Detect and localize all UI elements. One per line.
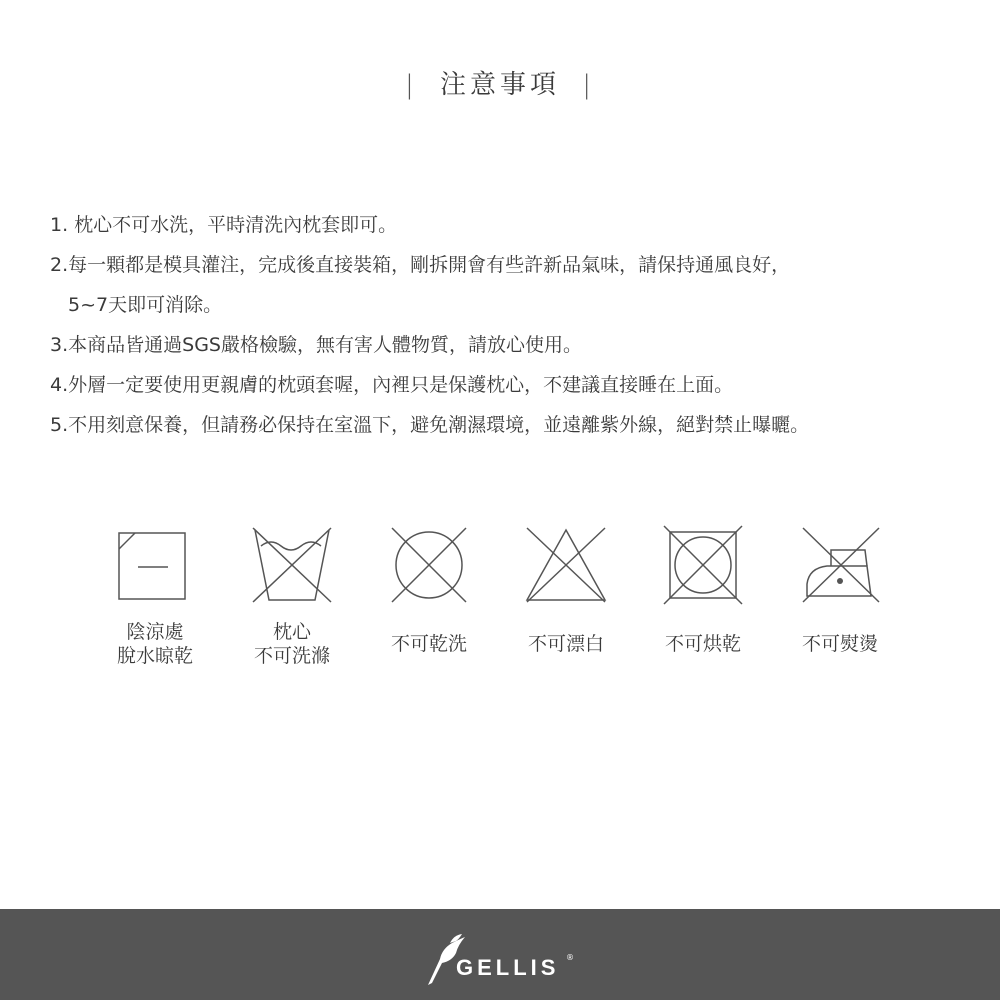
- care-notes-list: [50, 205, 980, 445]
- note-item-4: 4.外層一定要使用更親膚的枕頭套喔，內裡只是保護枕心，不建議直接睡在上面。: [50, 374, 734, 396]
- title-left-bar: |: [404, 70, 418, 100]
- dry-flat-in-shade-icon: [110, 524, 200, 606]
- do-not-wash-icon: [247, 524, 337, 606]
- do-not-bleach-icon: [521, 524, 611, 606]
- care-label-no-tumble-dry: 不可烘乾: [664, 633, 741, 655]
- care-label-dry-shade: 陰涼處 脫水晾乾: [116, 621, 193, 667]
- care-symbol-dry-shade: [110, 524, 200, 668]
- care-symbols-row: [110, 524, 910, 684]
- do-not-iron-icon: [795, 524, 885, 606]
- care-label-no-dry-clean: 不可乾洗: [390, 633, 467, 655]
- brand-name: GELLIS: [456, 955, 560, 980]
- care-symbol-no-tumble-dry: [658, 524, 748, 656]
- care-label-no-bleach: 不可漂白: [527, 633, 604, 655]
- care-symbol-no-iron: [795, 524, 885, 656]
- title-right-bar: |: [582, 70, 596, 100]
- page-title: [0, 64, 1000, 101]
- footer-bar: [0, 909, 1000, 1000]
- care-label-no-iron: 不可熨燙: [801, 633, 878, 655]
- care-symbol-no-bleach: [521, 524, 611, 656]
- note-item-3: 3.本商品皆通過SGS嚴格檢驗，無有害人體物質，請放心使用。: [50, 334, 582, 356]
- note-item-5: 5.不用刻意保養，但請務必保持在室溫下，避免潮濕環境，並遠離紫外線，絕對禁止曝曬。: [50, 414, 810, 436]
- note-item-2-line2: 5~7天即可消除。: [68, 294, 223, 316]
- registered-mark: ®: [566, 953, 574, 962]
- note-item-2: 2.每一顆都是模具灌注，完成後直接裝箱，剛拆開會有些許新品氣味，請保持通風良好，: [50, 254, 791, 276]
- care-symbol-no-dry-clean: [384, 524, 474, 656]
- note-item-2-continuation: [50, 285, 980, 325]
- title-text: 注意事項: [439, 70, 560, 100]
- do-not-dry-clean-icon: [384, 524, 474, 606]
- note-item-1: 1. 枕心不可水洗，平時清洗內枕套即可。: [50, 214, 398, 236]
- do-not-tumble-dry-icon: [658, 524, 748, 606]
- brand-logo: [426, 933, 586, 983]
- care-symbol-no-wash: [247, 524, 337, 668]
- care-label-no-wash: 枕心 不可洗滌: [253, 621, 330, 667]
